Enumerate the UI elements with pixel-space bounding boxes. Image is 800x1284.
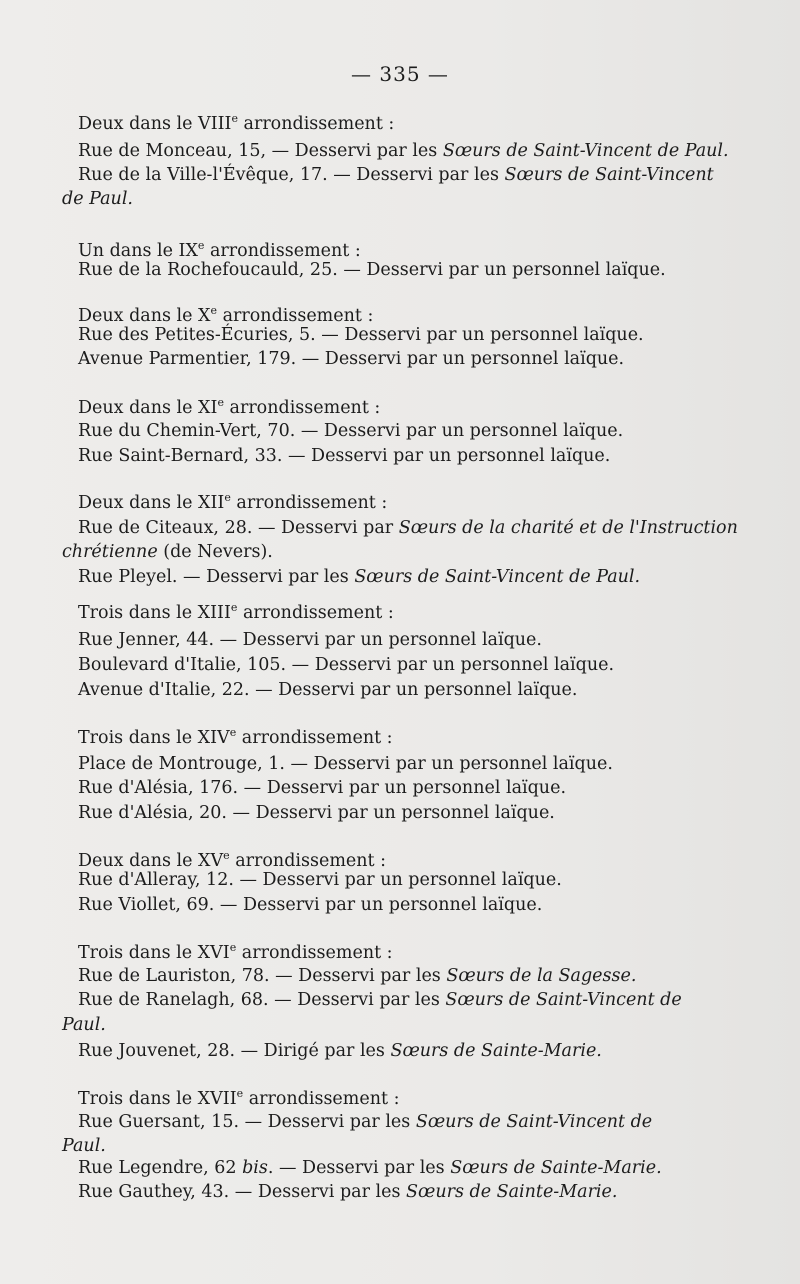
text-line bbox=[78, 869, 562, 891]
text-segment: Rue Jouvenet, 28. — Dirigé par les bbox=[78, 1041, 391, 1061]
superscript: e bbox=[229, 941, 237, 954]
text-line bbox=[78, 845, 386, 872]
text-line bbox=[78, 420, 623, 442]
text-segment: Deux dans le XV bbox=[78, 850, 224, 871]
text-line bbox=[78, 445, 610, 467]
text-segment: Rue des Petites-Écuries, 5. — Desservi par un personnel laïque. bbox=[78, 325, 644, 345]
text-segment: Rue Saint-Bernard, 33. — Desservi par un personnel laïque. bbox=[78, 446, 611, 466]
text-line bbox=[78, 722, 393, 749]
text-line bbox=[78, 777, 566, 799]
text-line bbox=[78, 1040, 602, 1062]
text-segment: Rue de la Rochefoucauld, 25. — Desservi par un personnel laïque. bbox=[78, 260, 666, 280]
superscript: e bbox=[236, 1087, 244, 1100]
text-line bbox=[78, 654, 614, 676]
italic-text: Paul. bbox=[62, 1015, 106, 1035]
text-segment: Rue de Citeaux, 28. — Desservi par bbox=[78, 518, 399, 538]
text-line bbox=[78, 989, 682, 1011]
text-segment: . — Desservi par les bbox=[267, 1158, 451, 1178]
text-segment: Rue Jenner, 44. — Desservi par un personnel laïque. bbox=[78, 630, 542, 650]
text-line bbox=[78, 965, 636, 987]
text-line bbox=[78, 140, 729, 162]
superscript: e bbox=[223, 849, 230, 862]
text-segment: Place de Montrouge, 1. — Desservi par un personnel laïque. bbox=[78, 754, 613, 774]
text-line bbox=[62, 188, 133, 210]
text-segment: arrondissement : bbox=[223, 397, 381, 418]
text-segment: Avenue d'Italie, 22. — Desservi par un personnel laïque. bbox=[78, 680, 578, 700]
text-line bbox=[78, 597, 394, 624]
italic-text: Sœurs de Saint-Vincent de Paul. bbox=[354, 567, 641, 587]
text-segment: arrondissement : bbox=[237, 113, 395, 134]
text-line bbox=[78, 1181, 617, 1203]
italic-text: Sœurs de Saint-Vincent de Paul. bbox=[442, 141, 729, 161]
text-line bbox=[78, 1083, 400, 1110]
superscript: e bbox=[229, 726, 237, 739]
italic-text: Sœurs de Saint-Vincent de bbox=[445, 990, 682, 1010]
text-segment: Rue de Ranelagh, 68. — Desservi par les bbox=[78, 990, 446, 1010]
text-segment: arrondissement : bbox=[204, 240, 361, 261]
text-segment: Trois dans le XVII bbox=[78, 1088, 237, 1109]
text-line bbox=[78, 679, 577, 701]
text-line bbox=[78, 259, 666, 281]
text-segment: Rue Guersant, 15. — Desservi par les bbox=[78, 1112, 416, 1132]
text-line bbox=[78, 108, 394, 135]
text-line bbox=[78, 300, 373, 327]
superscript: e bbox=[197, 239, 205, 252]
superscript: e bbox=[231, 112, 238, 125]
text-line bbox=[78, 894, 542, 916]
text-segment: Rue Pleyel. — Desservi par les bbox=[78, 567, 355, 587]
text-line bbox=[78, 1111, 652, 1133]
italic-text: Sœurs de Saint-Vincent de bbox=[415, 1112, 653, 1132]
text-segment: arrondissement : bbox=[217, 305, 374, 326]
italic-text: Sœurs de Saint-Vincent bbox=[504, 165, 714, 185]
text-segment: Deux dans le XI bbox=[78, 397, 218, 418]
text-line bbox=[78, 753, 613, 775]
text-line bbox=[78, 487, 387, 514]
text-segment: arrondissement : bbox=[236, 727, 393, 748]
text-segment: arrondissement : bbox=[236, 942, 393, 963]
italic-text: Sœurs de Sainte-Marie. bbox=[390, 1041, 602, 1061]
text-segment: Deux dans le VIII bbox=[78, 113, 232, 134]
superscript: e bbox=[224, 491, 231, 504]
text-segment: Boulevard d'Italie, 105. — Desservi par un personnel laïque. bbox=[78, 655, 615, 675]
text-segment: arrondissement : bbox=[230, 492, 388, 513]
text-segment: Avenue Parmentier, 179. — Desservi par un personnel laïque. bbox=[78, 349, 625, 369]
text-line bbox=[78, 324, 644, 346]
text-line bbox=[78, 802, 555, 824]
text-line bbox=[78, 517, 738, 539]
italic-text: chrétienne bbox=[62, 542, 158, 562]
italic-text: Paul. bbox=[62, 1136, 106, 1156]
text-segment: Rue d'Alleray, 12. — Desservi par un personnel laïque. bbox=[78, 870, 562, 890]
superscript: e bbox=[217, 396, 224, 409]
text-segment: Rue Viollet, 69. — Desservi par un personnel laïque. bbox=[78, 895, 543, 915]
text-line bbox=[78, 392, 380, 419]
text-line bbox=[78, 348, 624, 370]
italic-text: Sœurs de Sainte-Marie. bbox=[450, 1158, 662, 1178]
text-segment: (de Nevers). bbox=[157, 542, 273, 562]
page-number: — 335 — bbox=[351, 62, 449, 86]
text-line bbox=[62, 541, 273, 563]
text-segment: Rue Gauthey, 43. — Desservi par les bbox=[78, 1182, 407, 1202]
text-line bbox=[62, 1135, 106, 1157]
text-segment: Rue d'Alésia, 176. — Desservi par un personnel laïque. bbox=[78, 778, 567, 798]
italic-text: de Paul. bbox=[62, 189, 133, 209]
text-line bbox=[78, 937, 393, 964]
text-segment: arrondissement : bbox=[243, 1088, 400, 1109]
text-segment: Trois dans le XIII bbox=[78, 602, 231, 623]
superscript: e bbox=[230, 601, 238, 614]
text-line bbox=[62, 1014, 106, 1036]
italic-text: bis bbox=[242, 1158, 268, 1178]
italic-text: Sœurs de la Sagesse. bbox=[446, 966, 637, 986]
italic-text: Sœurs de Sainte-Marie. bbox=[406, 1182, 618, 1202]
text-segment: Deux dans le XII bbox=[78, 492, 225, 513]
text-line bbox=[78, 566, 640, 588]
text-segment: Rue Legendre, 62 bbox=[78, 1158, 243, 1178]
text-segment: Deux dans le X bbox=[78, 305, 211, 326]
text-segment: Rue du Chemin-Vert, 70. — Desservi par un personnel laïque. bbox=[78, 421, 624, 441]
text-segment: Un dans le IX bbox=[78, 240, 198, 261]
text-segment: Rue de Lauriston, 78. — Desservi par les bbox=[78, 966, 447, 986]
italic-text: Sœurs de la charité et de l'Instruction bbox=[398, 518, 738, 538]
text-line bbox=[78, 629, 542, 651]
text-segment: Trois dans le XIV bbox=[78, 727, 230, 748]
text-line bbox=[78, 1157, 662, 1179]
text-segment: Rue de Monceau, 15, — Desservi par les bbox=[78, 141, 443, 161]
text-segment: arrondissement : bbox=[237, 602, 394, 623]
text-segment: Trois dans le XVI bbox=[78, 942, 230, 963]
superscript: e bbox=[210, 304, 218, 317]
text-segment: arrondissement : bbox=[229, 850, 387, 871]
text-segment: Rue d'Alésia, 20. — Desservi par un personnel laïque. bbox=[78, 803, 555, 823]
text-segment: Rue de la Ville-l'Évêque, 17. — Desservi par les bbox=[78, 165, 505, 185]
text-line bbox=[78, 164, 714, 186]
text-line bbox=[78, 235, 361, 262]
